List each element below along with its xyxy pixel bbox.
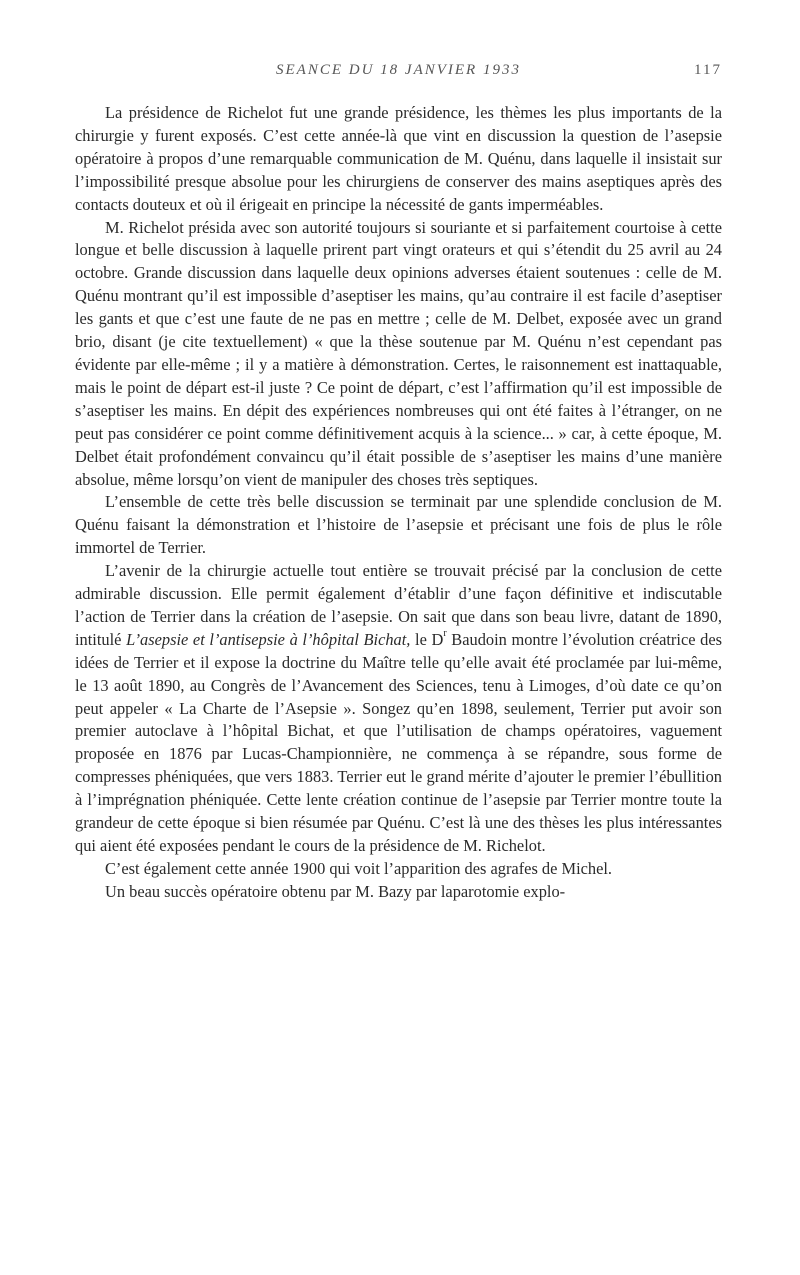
running-header — [75, 62, 722, 86]
paragraph: La présidence de Richelot fut une grande présidence, les thèmes les plus importants de la chirurgie y furent exposés. C’est cette année-là que vint en discussion la question de l’asepsie opératoire à propos d’une remarquable communication de M. Quénu, dans laquelle il insistait sur l’impossibilité presque absolue pour les chirurgiens de conserver des mains aseptiques après des contacts douteux et où il érigeait en principe la nécessité de gants imperméables. — [75, 103, 722, 214]
paragraph: M. Richelot présida avec son autorité toujours si souriante et si parfaitement courtoise à cette longue et belle discussion à laquelle prirent part vingt orateurs et qui s’étendit du 25 avril au 24 octobre. Grande discussion dans laquelle deux opinions adverses étaient soutenues : celle de M. Quénu montrant qu’il est impossible d’aseptiser les mains, qu’au contraire il est facile d’aseptiser les gants et que c’est une faute de ne pas en mettre ; celle de M. Delbet, exposée avec un grand brio, disant (je cite textuellement) « que la thèse soutenue par M. Quénu n’est cependant pas évidente par elle-même ; il y a matière à démonstration. Certes, le raisonnement est inattaquable, mais le point de départ est-il juste ? Ce point de départ, c’est l’affirmation qu’il est impossible de s’aseptiser les mains. En dépit des expériences nombreuses qui ont été faites à l’étranger, on ne peut pas considérer ce point comme définitivement acquis à la science... » car, à cette époque, M. Delbet était profondément convaincu qu’il était possible de s’aseptiser les mains d’une manière absolue, même lorsqu’on vient de manipuler des choses très septiques. — [75, 217, 722, 489]
superscript: r — [443, 627, 447, 639]
paragraph: L’ensemble de cette très belle discussion se terminait par une splendide conclusion de M. Quénu faisant la démonstration et l’histoire de l’asepsie et précisant une fois de plus le rôle immortel de Terrier. — [75, 492, 722, 558]
paragraph: C’est également cette année 1900 qui voit l’apparition des agrafes de Michel. — [105, 858, 613, 878]
book-title: L’asepsie et l’antisepsie à l’hôpital Bichat, — [126, 629, 411, 649]
paragraph: Un beau succès opératoire obtenu par M. Bazy par laparotomie explo- — [105, 881, 566, 901]
paragraph-text: L’avenir de la chirurgie actuelle tout entière se trouvait précisé par la conclusion de cette admirable discussion. Elle permit également d’établir d’une façon définitive et indiscutable l’action de Terrier dans la création de l’asepsie. On sait que dans son beau livre, datant de 1890, intitulé — [75, 561, 722, 649]
paragraph-text: Baudoin montre l’évolution créatrice des idées de Terrier et il expose la doctrine du Maître telle qu’elle avait été proclamée par lui-même, le 13 août 1890, au Congrès de l’Avancement des Sciences, tenu à Limoges, d’où date ce qu’on peut appeler « La Charte de l’Asepsie ». Songez qu’en 1898, seulement, Terrier put avoir son premier autoclave à l’hôpital Bichat, et que l’utilisation de champs opératoires, vaguement proposée en 1876 par Lucas-Championnière, ne commença à se répandre, sous forme de compresses phéniquées, que vers 1883. Terrier eut le grand mérite d’ajouter le premier l’ébullition à l’imprégnation phéniquée. Cette lente création continue de l’asepsie par Terrier montre toute la grandeur de cette époque si bien résumée par Quénu. C’est là une des thèses les plus intéressantes qui aient été exposées pendant le cours de la présidence de M. Richelot. — [75, 629, 722, 855]
page-number: 117 — [694, 62, 722, 78]
body-text — [75, 102, 722, 904]
paragraph — [75, 560, 722, 858]
running-title: SEANCE DU 18 JANVIER 1933 — [276, 62, 521, 78]
paragraph-text: le D — [410, 629, 444, 649]
